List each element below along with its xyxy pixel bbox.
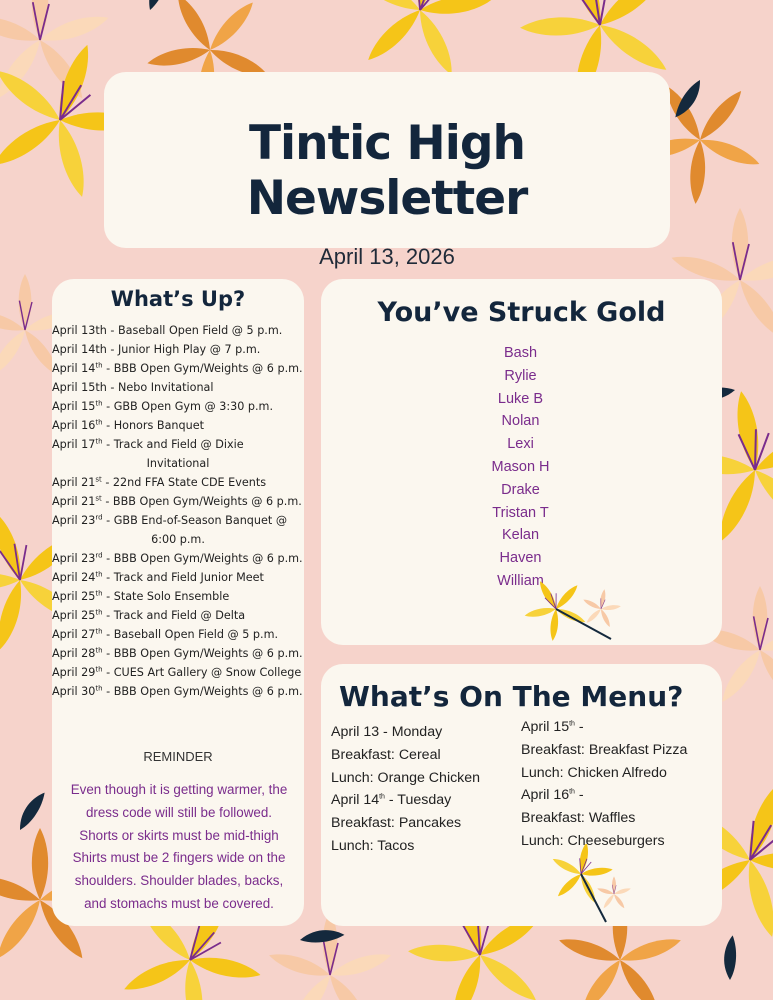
event-text: - GBB End-of-Season Banquet @	[102, 514, 288, 527]
menu-date-suffix: th	[569, 720, 575, 728]
event-text: - 22nd FFA State CDE Events	[101, 476, 267, 489]
menu-text: Breakfast: Waffles	[521, 810, 636, 827]
whats-up-card	[52, 279, 304, 926]
event-item	[52, 340, 304, 359]
student-name: Haven	[499, 550, 542, 567]
student-name: Kelan	[501, 527, 540, 544]
event-date-suffix: th	[95, 361, 103, 370]
menu-column-right	[521, 716, 687, 853]
menu-line	[521, 762, 687, 785]
menu-text: Breakfast: Pancakes	[331, 815, 462, 832]
event-date-suffix: th	[95, 608, 103, 617]
newsletter-title: Tintic High Newsletter	[246, 116, 528, 226]
menu-day: - Tuesday	[384, 792, 452, 809]
event-date-suffix: th	[95, 437, 103, 446]
event-item	[52, 625, 304, 644]
event-item	[52, 416, 304, 435]
event-date: April 17	[52, 438, 96, 451]
event-date: April 21	[52, 495, 96, 508]
event-date: April 14	[52, 362, 96, 375]
event-date-suffix: th	[95, 627, 103, 636]
lily-flower-icon	[516, 569, 636, 649]
event-item	[52, 549, 304, 568]
event-item	[52, 473, 304, 492]
event-text: - BBB Open Gym/Weights @ 6 p.m.	[102, 647, 303, 660]
menu-line	[521, 807, 687, 830]
reminder-title: REMINDER	[143, 749, 213, 764]
event-text: - BBB Open Gym/Weights @ 6 p.m.	[102, 685, 303, 698]
event-text: - BBB Open Gym/Weights @ 6 p.m.	[101, 495, 302, 508]
event-date-suffix: st	[95, 475, 102, 484]
event-date: April 13th	[52, 324, 107, 337]
event-text: - Nebo Invitational	[106, 381, 214, 394]
menu-date-suffix: th	[569, 788, 575, 796]
event-date-suffix: rd	[95, 551, 103, 560]
menu-date-suffix: th	[379, 793, 385, 801]
event-text: - Junior High Play @ 7 p.m.	[106, 343, 261, 356]
menu-text: April 14	[331, 792, 380, 809]
student-name: Rylie	[504, 367, 537, 384]
reminder-line: dress code will still be followed.	[85, 804, 273, 820]
event-text: - CUES Art Gallery @ Snow College	[102, 666, 302, 679]
reminder-text	[54, 779, 304, 916]
event-text: - Track and Field @ Delta	[102, 609, 246, 622]
reminder-line: Shorts or skirts must be mid-thigh	[79, 827, 279, 843]
menu-line	[331, 767, 480, 790]
event-date-suffix: th	[95, 646, 103, 655]
title-card	[104, 72, 670, 269]
student-name: Luke B	[497, 390, 544, 407]
whats-up-heading: What’s Up?	[110, 287, 246, 311]
event-date: April 30	[52, 685, 96, 698]
event-item	[52, 321, 304, 340]
menu-text: Lunch: Orange Chicken	[331, 769, 481, 786]
student-name: Nolan	[501, 413, 540, 430]
event-text: - Track and Field @ Dixie	[102, 438, 244, 451]
event-text: - Baseball Open Field @ 5 p.m.	[106, 324, 283, 337]
student-name: Drake	[501, 481, 540, 498]
reminder-line: Shirts must be 2 fingers wide on the	[72, 850, 286, 866]
menu-heading: What’s On The Menu?	[339, 680, 684, 713]
event-date-suffix: th	[95, 570, 103, 579]
event-text: - BBB Open Gym/Weights @ 6 p.m.	[102, 552, 303, 565]
event-item	[52, 587, 304, 606]
lily-flower-icon	[536, 844, 636, 924]
events-list	[52, 321, 304, 701]
event-date: April 23	[52, 552, 96, 565]
event-item	[52, 359, 304, 378]
event-date: April 21	[52, 476, 96, 489]
event-item	[52, 492, 304, 511]
event-date: April 29	[52, 666, 96, 679]
menu-day: -	[574, 787, 584, 804]
menu-text: Lunch: Chicken Alfredo	[521, 764, 667, 781]
menu-text: Lunch: Tacos	[331, 837, 415, 854]
event-date: April 25	[52, 609, 96, 622]
event-date-suffix: th	[95, 418, 103, 427]
menu-line	[331, 789, 480, 812]
event-item	[52, 511, 304, 530]
event-text: - State Solo Ensemble	[102, 590, 230, 603]
menu-day: -	[574, 719, 584, 735]
menu-card	[321, 664, 722, 926]
event-item	[52, 663, 304, 682]
struck-gold-heading: You’ve Struck Gold	[377, 297, 666, 328]
event-text: - BBB Open Gym/Weights @ 6 p.m.	[102, 362, 303, 375]
event-continuation: 6:00 p.m.	[151, 533, 205, 546]
menu-line	[331, 721, 480, 744]
menu-text: Breakfast: Cereal	[331, 746, 441, 763]
event-item	[52, 568, 304, 587]
menu-text: April 16	[521, 787, 570, 804]
event-date: April 24	[52, 571, 96, 584]
event-date: April 16	[52, 419, 96, 432]
menu-line	[521, 739, 687, 762]
event-date-suffix: th	[95, 589, 103, 598]
menu-line	[521, 784, 687, 807]
menu-line	[331, 835, 480, 858]
event-item	[52, 378, 304, 397]
student-name: Mason H	[491, 458, 550, 475]
menu-text: Breakfast: Breakfast Pizza	[521, 741, 688, 758]
event-item	[52, 606, 304, 625]
event-item	[52, 644, 304, 663]
event-text: - Track and Field Junior Meet	[102, 571, 264, 584]
student-name: William	[497, 572, 544, 589]
menu-text: April 13 - Monday	[331, 724, 443, 740]
student-name: Lexi	[507, 436, 534, 453]
menu-text: Lunch: Cheeseburgers	[521, 832, 665, 849]
student-name: Bash	[503, 345, 538, 361]
event-date-suffix: rd	[95, 513, 103, 522]
reminder-line: shoulders. Shoulder blades, backs,	[74, 873, 284, 889]
event-date-suffix: th	[95, 684, 103, 693]
event-text: - GBB Open Gym @ 3:30 p.m.	[102, 400, 274, 413]
struck-gold-card	[321, 279, 722, 645]
event-date: April 23	[52, 514, 96, 527]
event-continuation: Invitational	[146, 457, 210, 470]
menu-line	[331, 744, 480, 767]
event-item	[52, 682, 304, 701]
event-date-suffix: th	[95, 399, 103, 408]
event-date-suffix: th	[95, 665, 103, 674]
event-text: - Baseball Open Field @ 5 p.m.	[102, 628, 279, 641]
event-date: April 14th	[52, 343, 107, 356]
event-item	[52, 435, 304, 454]
event-date: April 25	[52, 590, 96, 603]
event-date: April 28	[52, 647, 96, 660]
reminder-line: and stomachs must be covered.	[84, 895, 274, 911]
menu-line	[331, 812, 480, 835]
newsletter-date: April 13, 2026	[319, 244, 455, 269]
event-date: April 15th	[52, 381, 107, 394]
event-date: April 27	[52, 628, 96, 641]
menu-text: April 15	[521, 719, 570, 735]
student-name: Tristan T	[492, 504, 549, 521]
menu-line	[521, 716, 687, 739]
event-text: - Honors Banquet	[102, 419, 204, 432]
reminder-line: Even though it is getting warmer, the	[70, 782, 288, 797]
menu-column-left	[331, 721, 480, 858]
event-date-suffix: st	[95, 494, 102, 503]
event-item	[52, 397, 304, 416]
event-date: April 15	[52, 400, 96, 413]
